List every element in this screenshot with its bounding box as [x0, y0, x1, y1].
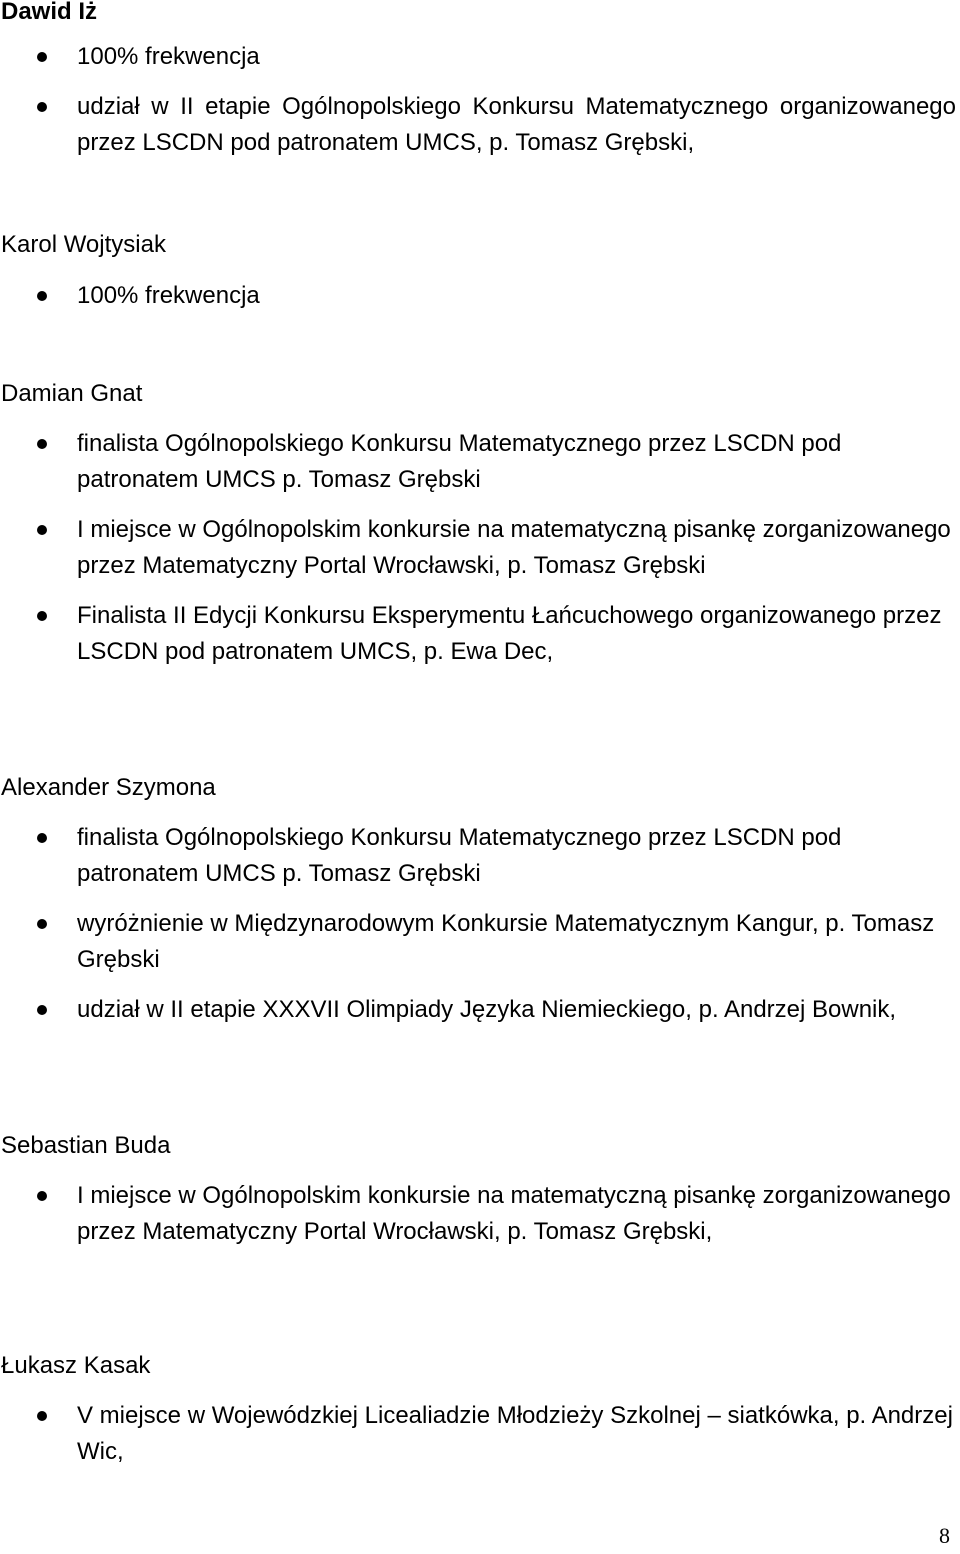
achievement-text: Finalista II Edycji Konkursu Eksperymentu Łańcuchowego organizowanego przez LSCDN pod patronatem UMCS, p. Ewa Dec,	[77, 602, 942, 665]
list-item	[0, 598, 960, 670]
person-section	[0, 0, 960, 161]
list-item	[0, 820, 960, 892]
person-name: Karol Wojtysiak	[1, 231, 166, 258]
list-item	[0, 992, 960, 1028]
achievement-text: I miejsce w Ogólnopolskim konkursie na matematyczną pisankę zorganizowanego przez Matematyczny Portal Wrocławski, p. Tomasz Grębski	[77, 516, 951, 579]
achievement-list	[0, 278, 960, 314]
bullet-icon	[37, 52, 47, 62]
achievement-text: I miejsce w Ogólnopolskim konkursie na matematyczną pisankę zorganizowanego przez Matematyczny Portal Wrocławski, p. Tomasz Grębski,	[77, 1182, 951, 1245]
list-item	[0, 39, 960, 75]
achievement-list	[0, 820, 960, 1028]
bullet-icon	[37, 102, 47, 112]
bullet-icon	[37, 833, 47, 843]
achievement-text: udział w II etapie XXXVII Olimpiady Języka Niemieckiego, p. Andrzej Bownik,	[77, 996, 897, 1023]
achievement-text: finalista Ogólnopolskiego Konkursu Matematycznego przez LSCDN pod patronatem UMCS p. Tomasz Grębski	[77, 824, 842, 887]
page-number: 8	[939, 1523, 950, 1548]
achievement-text: 100% frekwencja	[77, 282, 260, 309]
person-name: Łukasz Kasak	[1, 1352, 151, 1379]
person-name: Sebastian Buda	[1, 1132, 171, 1159]
achievement-list	[0, 426, 960, 670]
bullet-icon	[37, 611, 47, 621]
person-section	[0, 773, 960, 1028]
bullet-icon	[37, 1411, 47, 1421]
list-item	[0, 426, 960, 498]
list-item	[0, 1398, 960, 1470]
list-item	[0, 278, 960, 314]
list-item	[0, 906, 960, 978]
person-section	[0, 1131, 960, 1250]
achievement-text: udział w II etapie Ogólnopolskiego Konkursu Matematycznego organizowanego przez LSCDN pod patronatem UMCS, p. Tomasz Grębski,	[77, 93, 956, 156]
achievement-text: finalista Ogólnopolskiego Konkursu Matematycznego przez LSCDN pod patronatem UMCS p. Tomasz Grębski	[77, 430, 842, 493]
achievement-list	[0, 1398, 960, 1470]
achievement-list	[0, 39, 960, 161]
person-name: Damian Gnat	[1, 380, 143, 407]
bullet-icon	[37, 439, 47, 449]
person-name: Alexander Szymona	[1, 774, 216, 801]
bullet-icon	[37, 1191, 47, 1201]
bullet-icon	[37, 919, 47, 929]
person-section	[0, 230, 960, 314]
achievement-text: V miejsce w Wojewódzkiej Licealiadzie Młodzieży Szkolnej – siatkówka, p. Andrzej Wic,	[77, 1402, 953, 1465]
person-section	[0, 379, 960, 670]
achievement-text: wyróżnienie w Międzynarodowym Konkursie Matematycznym Kangur, p. Tomasz Grębski	[77, 910, 935, 973]
achievement-text: 100% frekwencja	[77, 43, 260, 70]
person-section	[0, 1351, 960, 1470]
bullet-icon	[37, 525, 47, 535]
list-item	[0, 89, 960, 161]
person-name: Dawid Iż	[1, 0, 98, 25]
list-item	[0, 512, 960, 584]
list-item	[0, 1178, 960, 1250]
bullet-icon	[37, 291, 47, 301]
bullet-icon	[37, 1005, 47, 1015]
achievement-list	[0, 1178, 960, 1250]
